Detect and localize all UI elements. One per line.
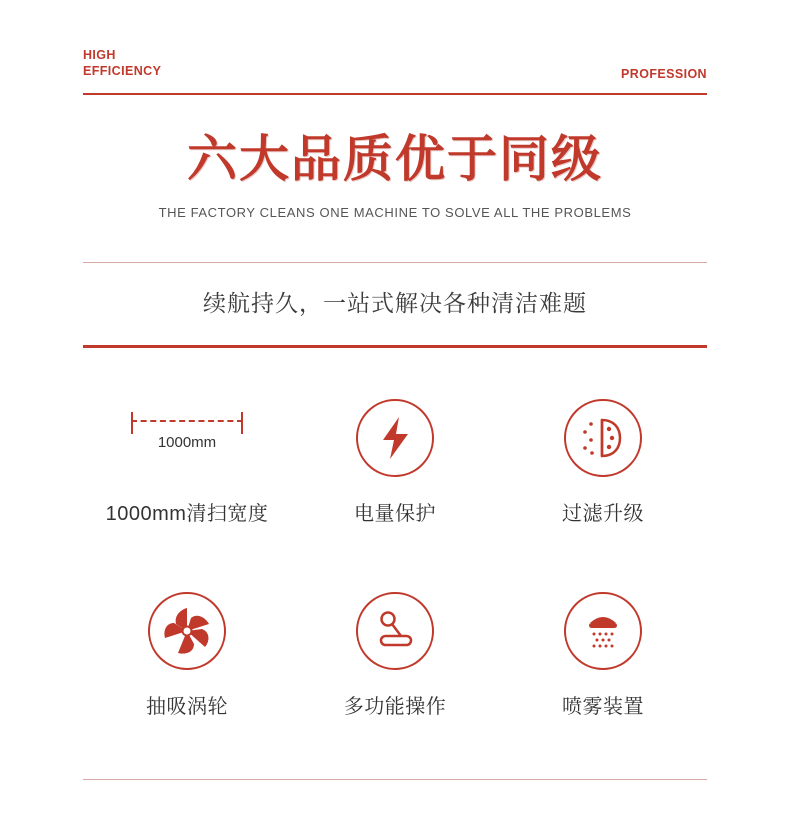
ruler-end-right	[241, 412, 243, 434]
title-divider-thick	[83, 345, 707, 348]
feature-icon-wrap	[499, 588, 707, 674]
header-left-line1: HIGH	[83, 48, 116, 62]
header-left-text	[83, 47, 161, 79]
feature-item	[499, 395, 707, 526]
header-left-line2: EFFICIENCY	[83, 64, 162, 78]
bottom-divider	[83, 779, 707, 780]
filter-icon	[564, 399, 642, 477]
feature-item	[291, 395, 499, 526]
lightning-bolt-icon	[356, 399, 434, 477]
feature-label: 1000mm清扫宽度	[105, 503, 269, 525]
feature-label: 电量保护	[354, 503, 436, 525]
feature-icon-wrap	[291, 588, 499, 674]
feature-item	[499, 588, 707, 719]
ruler-end-left	[131, 412, 133, 434]
feature-item	[83, 588, 291, 719]
spray-nozzle-icon	[564, 592, 642, 670]
feature-icon-wrap	[291, 395, 499, 481]
feature-icon-wrap	[499, 395, 707, 481]
ruler-icon	[131, 412, 243, 464]
title-block	[83, 130, 707, 221]
feature-label: 抽吸涡轮	[146, 696, 228, 718]
feature-icon-wrap	[83, 395, 291, 481]
ruler-measure-label: 1000mm	[157, 434, 217, 451]
feature-label: 多功能操作	[343, 696, 447, 718]
joystick-icon	[356, 592, 434, 670]
feature-label: 过滤升级	[562, 503, 644, 525]
header-divider	[83, 93, 707, 95]
ruler-bar	[131, 420, 243, 424]
feature-item	[291, 588, 499, 719]
turbine-fan-icon	[148, 592, 226, 670]
title-subtitle-english: THE FACTORY CLEANS ONE MACHINE TO SOLVE ALL THE PROBLEMS	[158, 205, 632, 220]
page-title: 六大品质优于同级	[187, 131, 603, 187]
title-divider-thin	[83, 262, 707, 263]
feature-grid	[83, 395, 707, 719]
feature-icon-wrap	[83, 588, 291, 674]
feature-item	[83, 395, 291, 526]
header-right-text: PROFESSION	[621, 67, 707, 81]
feature-label: 喷雾装置	[562, 696, 644, 718]
title-subtitle-chinese: 续航持久，一站式解决各种清洁难题	[203, 290, 587, 316]
top-header	[83, 47, 707, 93]
